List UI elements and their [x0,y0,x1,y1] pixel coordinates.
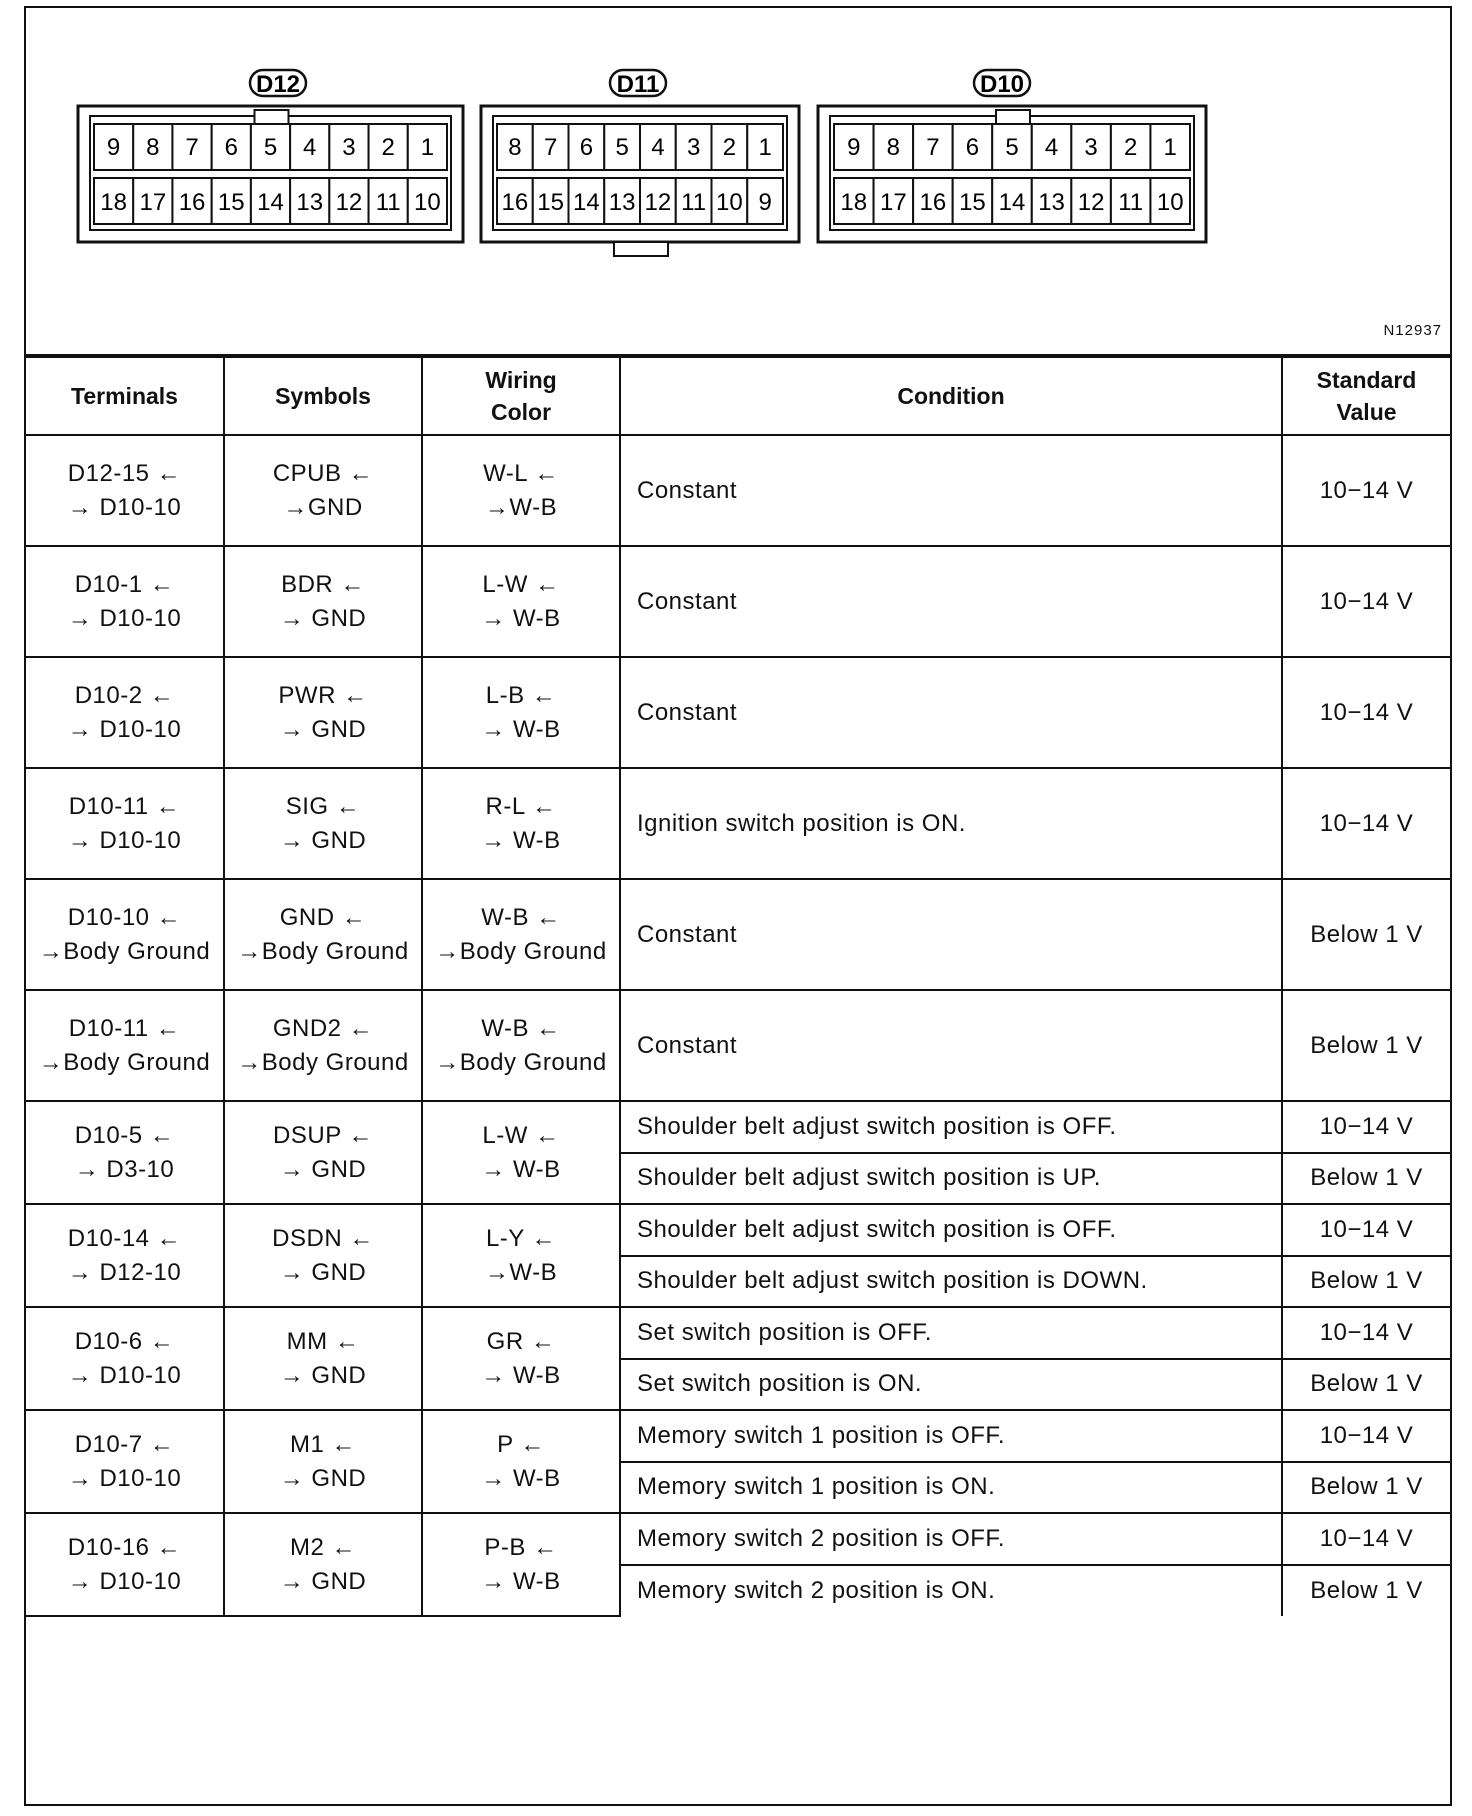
pin-number: 10 [716,189,743,216]
terminals-cell-line: → D10-10 [67,1464,182,1492]
wiring-color-cell [422,546,620,657]
pin-number: 14 [257,189,284,216]
pin-number: 17 [879,189,907,216]
wiring-color-cell-line: → W-B [481,715,561,743]
standard-value-cell: Below 1 V [1282,1462,1450,1514]
terminals-cell [26,1513,224,1616]
connector-lock-tab [996,110,1030,124]
pin-number: 18 [100,189,127,216]
condition-cell: Ignition switch position is ON. [620,768,1282,879]
pin-number: 13 [1038,189,1065,216]
symbols-cell-line: BDR ← [281,570,365,598]
symbols-cell-line: → GND [279,1155,367,1183]
header-standard-value-line2: Value [1336,399,1397,425]
terminals-cell-line: → D10-10 [67,1567,182,1595]
header-standard-value [1282,357,1450,435]
terminals-cell [26,1101,224,1204]
condition-cell: Set switch position is OFF. [620,1307,1282,1359]
pin-number: 13 [608,189,636,216]
pin-number: 15 [217,189,245,216]
standard-value-cell: 10−14 V [1282,1101,1450,1153]
symbols-cell-line: M1 ← [289,1430,356,1458]
pin-number: 12 [335,189,363,216]
table-body [26,435,1450,1616]
condition-cell: Memory switch 2 position is ON. [620,1565,1282,1617]
terminals-cell [26,1204,224,1307]
pin-number: 3 [686,134,701,161]
pin-number: 8 [508,134,522,161]
wiring-color-cell-line: L-W ← [482,570,560,598]
terminals-cell-line: → D10-10 [67,826,182,854]
pin-number: 16 [501,189,529,216]
wiring-color-cell-line: →W-B [484,1258,558,1286]
pin-number: 4 [651,134,665,161]
pin-number: 7 [185,134,199,161]
wiring-color-cell-line: L-W ← [482,1121,560,1149]
symbols-cell [224,1101,422,1204]
terminals-cell [26,546,224,657]
terminals-cell-line: D10-6 ← [74,1327,175,1355]
terminals-cell [26,768,224,879]
pin-number: 8 [886,134,901,161]
pin-number: 15 [537,189,564,216]
pin-number: 9 [758,189,772,216]
header-symbols: Symbols [224,357,422,435]
connector-diagram [26,8,1450,356]
pin-number: 7 [543,134,558,161]
wiring-color-cell-line: → W-B [481,1361,561,1389]
standard-value-cell: 10−14 V [1282,657,1450,768]
standard-value-cell: 10−14 V [1282,1410,1450,1462]
symbols-cell-line: GND ← [279,903,367,931]
standard-value-cell: 10−14 V [1282,546,1450,657]
table-row [26,990,1450,1101]
connector-lock-tab [614,242,668,256]
connector-label: D11 [616,71,660,98]
condition-cell: Shoulder belt adjust switch position is DOWN. [620,1256,1282,1308]
wiring-color-cell-line: → W-B [481,1155,561,1183]
wiring-color-cell [422,1307,620,1410]
wiring-color-cell-line: L-B ← [485,681,557,709]
table-row [26,768,1450,879]
table-row [26,657,1450,768]
terminals-cell-line: D10-2 ← [74,681,175,709]
pin-number: 2 [722,134,737,161]
condition-cell: Shoulder belt adjust switch position is OFF. [620,1101,1282,1153]
pin-number: 5 [1005,134,1019,161]
terminals-cell-line: D10-16 ← [67,1533,182,1561]
table-row [26,1307,1450,1359]
standard-value-cell: 10−14 V [1282,768,1450,879]
table-row [26,1101,1450,1153]
symbols-cell-line: → GND [279,826,367,854]
symbols-cell-line: → GND [279,604,367,632]
terminals-cell-line: → D10-10 [67,604,182,632]
wiring-color-cell [422,435,620,546]
terminals-cell-line: → D10-10 [67,715,182,743]
symbols-cell-line: →Body Ground [237,1048,409,1076]
condition-cell: Shoulder belt adjust switch position is OFF. [620,1204,1282,1256]
symbols-cell-line: SIG ← [285,792,361,820]
terminals-cell-line: D10-1 ← [74,570,175,598]
pin-number: 18 [840,189,868,216]
wiring-color-cell-line: → W-B [481,1464,561,1492]
wiring-color-cell-line: GR ← [486,1327,556,1355]
table-row [26,546,1450,657]
pin-number: 5 [263,134,278,161]
pin-number: 1 [420,134,435,161]
pin-number: 10 [414,189,441,216]
pin-number: 6 [965,134,980,161]
pin-number: 11 [681,189,707,216]
condition-cell: Memory switch 1 position is OFF. [620,1410,1282,1462]
symbols-cell [224,1513,422,1616]
terminals-cell-line: → D10-10 [67,1361,182,1389]
standard-value-cell: Below 1 V [1282,1256,1450,1308]
condition-cell: Constant [620,435,1282,546]
symbols-cell [224,1410,422,1513]
terminals-cell [26,990,224,1101]
terminals-cell-line: D12-15 ← [67,459,182,487]
wiring-color-cell-line: →Body Ground [435,937,607,965]
wiring-color-cell-line: →Body Ground [435,1048,607,1076]
symbols-cell [224,1307,422,1410]
condition-cell: Constant [620,879,1282,990]
pin-number: 11 [1118,189,1144,216]
terminal-spec-sheet [24,6,1452,1806]
header-wiring-color [422,357,620,435]
standard-value-cell: 10−14 V [1282,1204,1450,1256]
symbols-cell-line: →GND [283,493,363,521]
symbols-cell [224,879,422,990]
header-wiring-color-line1: Wiring [485,367,557,393]
pin-number: 9 [847,134,861,161]
symbols-cell-line: DSUP ← [273,1121,373,1149]
terminals-cell-line: D10-14 ← [67,1224,182,1252]
symbols-cell-line: PWR ← [278,681,368,709]
standard-value-cell: 10−14 V [1282,1513,1450,1565]
wiring-color-cell-line: → W-B [481,604,561,632]
standard-value-cell: 10−14 V [1282,1307,1450,1359]
terminals-cell-line: → D10-10 [67,493,182,521]
condition-cell: Shoulder belt adjust switch position is UP. [620,1153,1282,1205]
pin-number: 12 [1077,189,1105,216]
pin-number: 3 [342,134,356,161]
header-condition: Condition [620,357,1282,435]
wiring-color-cell-line: → W-B [481,826,561,854]
connector-label: D12 [255,71,301,98]
figure-code: N12937 [1383,322,1442,339]
header-standard-value-line1: Standard [1316,367,1417,393]
pin-number: 15 [959,189,986,216]
condition-cell: Memory switch 1 position is ON. [620,1462,1282,1514]
pin-number: 13 [296,189,324,216]
pin-number: 10 [1156,189,1184,216]
symbols-cell-line: →Body Ground [237,937,409,965]
pin-number: 14 [998,189,1026,216]
connector-lock-tab [255,110,289,124]
pin-number: 2 [1123,134,1138,161]
wiring-color-cell-line: W-L ← [483,459,559,487]
symbols-cell [224,657,422,768]
table-row [26,1513,1450,1565]
symbols-cell [224,1204,422,1307]
pin-number: 3 [1084,134,1098,161]
wiring-color-cell [422,1513,620,1616]
wiring-color-cell-line: L-Y ← [485,1224,557,1252]
wiring-color-cell [422,1204,620,1307]
terminals-cell [26,1307,224,1410]
wiring-color-cell [422,657,620,768]
table-row [26,879,1450,990]
pin-number: 12 [644,189,672,216]
terminals-cell-line: → D12-10 [67,1258,182,1286]
pin-number: 4 [1044,134,1059,161]
standard-value-cell: Below 1 V [1282,1153,1450,1205]
terminals-cell-line: →Body Ground [38,937,211,965]
pin-number: 6 [579,134,594,161]
wiring-color-cell-line: → W-B [481,1567,561,1595]
symbols-cell-line: M2 ← [289,1533,356,1561]
wiring-color-cell [422,1101,620,1204]
symbols-cell-line: DSDN ← [272,1224,374,1252]
symbols-cell [224,435,422,546]
connector-drawing [26,8,1450,354]
wiring-color-cell-line: R-L ← [485,792,557,820]
pin-number: 8 [146,134,160,161]
wiring-color-cell-line: W-B ← [481,1014,561,1042]
pin-number: 17 [139,189,167,216]
terminal-spec-table [26,356,1450,1617]
wiring-color-cell-line: P-B ← [484,1533,558,1561]
terminals-cell [26,1410,224,1513]
pin-number: 5 [615,134,629,161]
symbols-cell-line: → GND [279,1567,367,1595]
symbols-cell-line: → GND [279,1258,367,1286]
condition-cell: Constant [620,990,1282,1101]
symbols-cell [224,546,422,657]
table-row [26,1204,1450,1256]
pin-number: 16 [919,189,947,216]
standard-value-cell: Below 1 V [1282,1359,1450,1411]
wiring-color-cell [422,1410,620,1513]
wiring-color-cell [422,990,620,1101]
header-wiring-color-line2: Color [490,399,552,425]
pin-number: 6 [224,134,238,161]
pin-number: 9 [106,134,121,161]
symbols-cell-line: → GND [279,715,367,743]
terminals-cell-line: →Body Ground [38,1048,211,1076]
pin-number: 2 [381,134,395,161]
pin-number: 4 [303,134,317,161]
terminals-cell-line: D10-11 ← [68,792,181,820]
terminals-cell-line: D10-5 ← [74,1121,175,1149]
pin-number: 11 [375,189,401,216]
pin-number: 1 [758,134,772,161]
pin-number: 16 [178,189,206,216]
terminals-cell-line: D10-7 ← [74,1430,175,1458]
standard-value-cell: Below 1 V [1282,879,1450,990]
terminals-cell [26,435,224,546]
wiring-color-cell-line: →W-B [484,493,558,521]
symbols-cell-line: MM ← [286,1327,360,1355]
condition-cell: Constant [620,657,1282,768]
wiring-color-cell [422,768,620,879]
terminals-cell-line: D10-10 ← [67,903,182,931]
table-header-row [26,357,1450,435]
pin-number: 1 [1163,134,1177,161]
symbols-cell-line: GND2 ← [272,1014,374,1042]
table-row [26,1410,1450,1462]
wiring-color-cell [422,879,620,990]
condition-cell: Set switch position is ON. [620,1359,1282,1411]
symbols-cell [224,990,422,1101]
symbols-cell-line: → GND [279,1361,367,1389]
symbols-cell-line: CPUB ← [272,459,374,487]
header-terminals: Terminals [26,357,224,435]
symbols-cell-line: → GND [279,1464,367,1492]
terminals-cell-line: → D3-10 [74,1155,175,1183]
pin-number: 14 [573,189,600,216]
standard-value-cell: 10−14 V [1282,435,1450,546]
condition-cell: Memory switch 2 position is OFF. [620,1513,1282,1565]
wiring-color-cell-line: P ← [497,1430,545,1458]
pin-number: 7 [926,134,940,161]
symbols-cell [224,768,422,879]
terminals-cell-line: D10-11 ← [68,1014,181,1042]
standard-value-cell: Below 1 V [1282,990,1450,1101]
wiring-color-cell-line: W-B ← [481,903,561,931]
connector-label: D10 [979,71,1025,98]
terminals-cell [26,879,224,990]
standard-value-cell: Below 1 V [1282,1565,1450,1617]
table-row [26,435,1450,546]
condition-cell: Constant [620,546,1282,657]
terminals-cell [26,657,224,768]
